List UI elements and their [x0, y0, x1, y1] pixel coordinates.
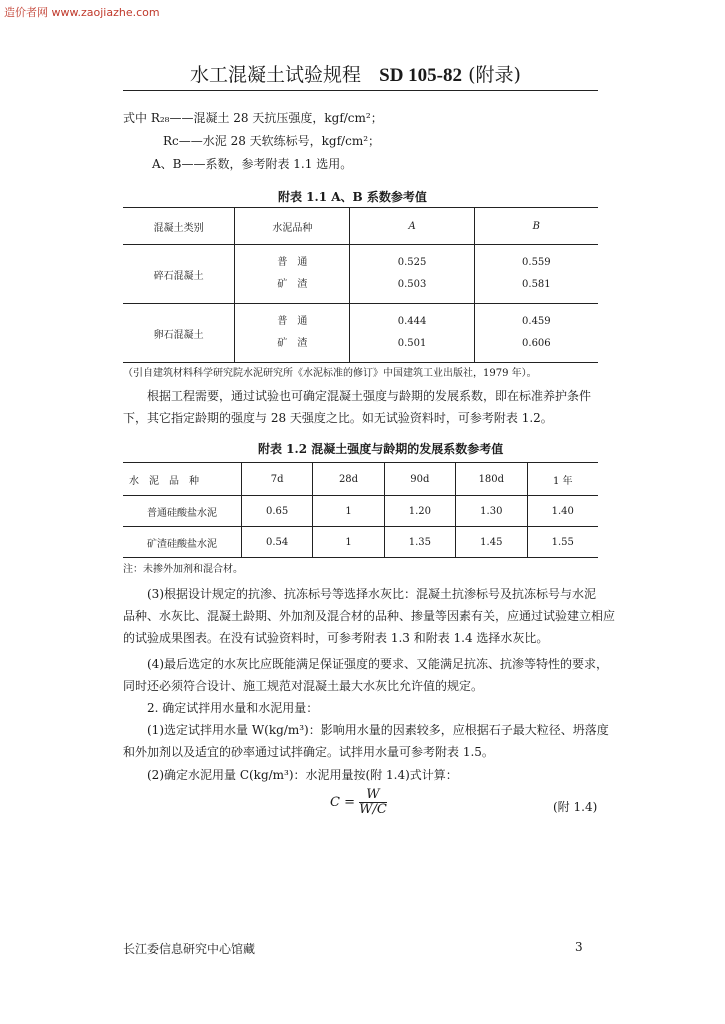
header-title: 水工混凝土试验规程 — [190, 64, 362, 86]
value-b: 0.581 — [522, 279, 551, 290]
paragraph-line: 根据工程需要，通过试验也可确定混凝土强度与龄期的发展系数，即在标准养护条件 — [147, 389, 592, 403]
value-b: 0.606 — [522, 338, 551, 349]
footer-text: 长江委信息研究中心馆藏 — [123, 942, 256, 956]
paragraph-line: (2)确定水泥用量 C(kg/m³)：水泥用量按(附 1.4)式计算： — [147, 768, 458, 782]
paragraph-line: 的试验成果图表。在没有试验资料时，可参考附表 1.3 和附表 1.4 选择水灰比。 — [123, 631, 549, 645]
paragraph-line: (4)最后选定的水灰比应既能满足保证强度的要求、又能满足抗冻、抗渗等特性的要求， — [147, 657, 609, 671]
formula-fraction — [359, 788, 387, 817]
table2 — [123, 462, 598, 558]
watermark: 造价者网 www.zaojiazhe.com — [4, 6, 160, 19]
value-a: 0.503 — [397, 279, 427, 290]
definition-2: Rc——水泥 28 天软练标号，kgf/cm²； — [163, 134, 381, 148]
value-b: 0.459 — [522, 316, 551, 327]
formula-lhs: C = — [330, 795, 355, 810]
table-cell — [235, 245, 350, 304]
table2-header-row — [123, 463, 598, 496]
table2-header-cell: 90d — [384, 463, 455, 496]
formula-denominator: W/C — [359, 802, 387, 817]
table-cell: 1.35 — [384, 527, 455, 558]
table-cell: 普通硅酸盐水泥 — [123, 496, 241, 527]
cement-type: 矿 渣 — [277, 338, 308, 349]
header-suffix: (附录) — [468, 64, 521, 86]
equation-number: (附 1.4) — [553, 800, 598, 814]
table-cell: 矿渣硅酸盐水泥 — [123, 527, 241, 558]
table1-header-cell: 水泥品种 — [235, 208, 350, 245]
table1-caption: 附表 1.1 A、B 系数参考值 — [278, 190, 427, 204]
definition-3: A、B——系数，参考附表 1.1 选用。 — [152, 157, 353, 171]
value-a: 0.525 — [397, 257, 427, 268]
header-code: SD 105-82 — [379, 65, 463, 86]
table-cell: 1.30 — [456, 496, 528, 527]
table2-header-cell: 水 泥 品 种 — [123, 463, 241, 496]
table-cell: 1 — [313, 527, 384, 558]
value-a: 0.501 — [397, 338, 427, 349]
paragraph-line: 2. 确定试拌用水量和水泥用量： — [147, 701, 319, 715]
table-row — [123, 496, 598, 527]
table-cell: 0.54 — [241, 527, 312, 558]
table-cell — [350, 304, 474, 363]
page-header — [190, 60, 521, 87]
table2-header-cell: 1 年 — [527, 463, 598, 496]
page-number: 3 — [575, 940, 583, 954]
value-a: 0.444 — [397, 316, 427, 327]
table-row — [123, 245, 598, 304]
formula-numerator: W — [359, 788, 387, 803]
table1-header-row — [123, 208, 598, 245]
table2-header-cell: 28d — [313, 463, 384, 496]
formula — [330, 788, 387, 817]
table-cell: 0.65 — [241, 496, 312, 527]
table1 — [123, 207, 598, 363]
paragraph-line: (3)根据设计规定的抗渗、抗冻标号等选择水灰比：混凝土抗渗标号及抗冻标号与水泥 — [147, 587, 597, 601]
header-rule — [123, 90, 598, 91]
paragraph-line: 和外加剂以及适宜的砂率通过试拌确定。试拌用水量可参考附表 1.5。 — [123, 745, 494, 759]
table-row — [123, 304, 598, 363]
table-cell: 卵石混凝土 — [123, 304, 235, 363]
cement-type: 矿 渣 — [277, 279, 308, 290]
definition-1: 式中 R₂₈——混凝土 28 天抗压强度，kgf/cm²； — [123, 111, 383, 125]
table2-caption: 附表 1.2 混凝土强度与龄期的发展系数参考值 — [258, 442, 504, 456]
paragraph-line: (1)选定试拌用水量 W(kg/m³)：影响用水量的因素较多，应根据石子最大粒径、坍落度 — [147, 723, 609, 737]
table-cell: 1 — [313, 496, 384, 527]
table1-header-cell: 混凝土类别 — [123, 208, 235, 245]
paragraph-line: 下，其它指定龄期的强度与 28 天强度之比。如无试验资料时，可参考附表 1.2。 — [123, 411, 553, 425]
table-cell: 1.45 — [456, 527, 528, 558]
paragraph-line: 同时还必须符合设计、施工规范对混凝土最大水灰比允许值的规定。 — [123, 679, 484, 693]
cement-type: 普 通 — [277, 316, 308, 327]
table1-note: （引自建筑材料科学研究院水泥研究所《水泥标准的修订》中国建筑工业出版社，1979 年）。 — [123, 368, 537, 379]
table-cell: 1.40 — [527, 496, 598, 527]
table2-header-cell: 180d — [456, 463, 528, 496]
table-cell — [474, 245, 598, 304]
table-cell: 1.20 — [384, 496, 455, 527]
table-cell — [235, 304, 350, 363]
table-cell — [474, 304, 598, 363]
paragraph-line: 品种、水灰比、混凝土龄期、外加剂及混合材的品种、掺量等因素有关，应通过试验建立相应 — [123, 609, 616, 623]
value-b: 0.559 — [522, 257, 551, 268]
table-row — [123, 527, 598, 558]
cement-type: 普 通 — [277, 257, 308, 268]
table2-note: 注：未掺外加剂和混合材。 — [123, 564, 243, 575]
table-cell: 碎石混凝土 — [123, 245, 235, 304]
table1-header-cell: A — [350, 208, 474, 245]
table1-header-cell: B — [474, 208, 598, 245]
table2-header-cell: 7d — [241, 463, 312, 496]
table-cell — [350, 245, 474, 304]
table-cell: 1.55 — [527, 527, 598, 558]
